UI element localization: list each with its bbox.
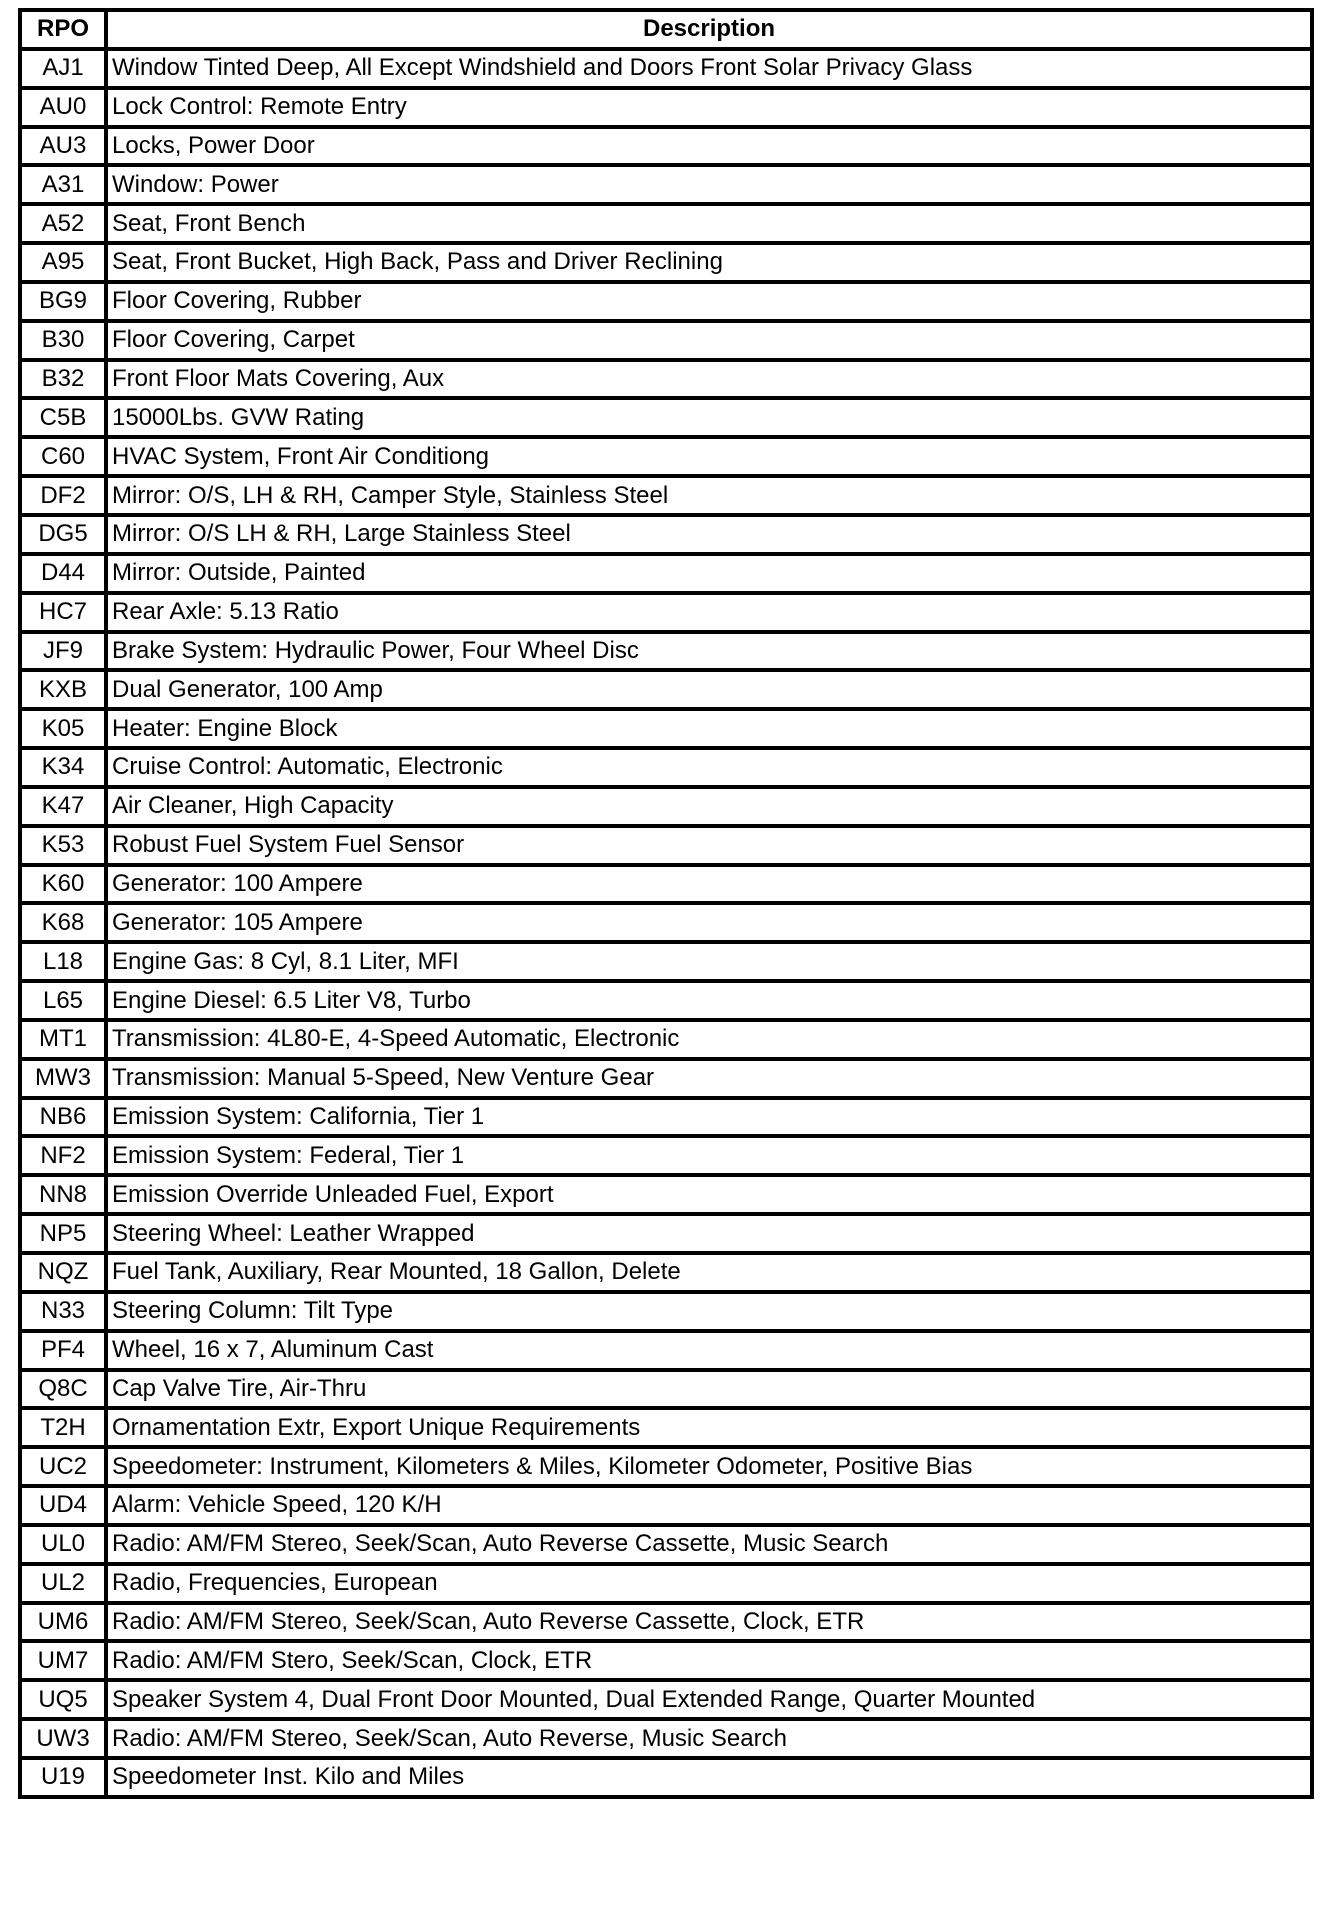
description-cell: Emission System: Federal, Tier 1	[108, 1138, 1310, 1177]
description-cell: Generator: 105 Ampere	[108, 905, 1310, 944]
rpo-code-cell: NF2	[22, 1138, 108, 1177]
table-row	[22, 206, 1310, 245]
description-cell: Engine Diesel: 6.5 Liter V8, Turbo	[108, 983, 1310, 1022]
rpo-table-container	[18, 8, 1314, 1799]
rpo-code-cell: UL2	[22, 1566, 108, 1605]
rpo-code-cell: MT1	[22, 1022, 108, 1061]
rpo-code-cell: Q8C	[22, 1372, 108, 1411]
table-row	[22, 1566, 1310, 1605]
table-row	[22, 1410, 1310, 1449]
table-row	[22, 983, 1310, 1022]
rpo-code-cell: UQ5	[22, 1682, 108, 1721]
rpo-code-cell: K47	[22, 789, 108, 828]
rpo-code-cell: K34	[22, 750, 108, 789]
table-row	[22, 400, 1310, 439]
rpo-code-cell: UC2	[22, 1449, 108, 1488]
description-cell: Speedometer Inst. Kilo and Miles	[112, 1763, 465, 1791]
rpo-code-cell: NB6	[22, 1100, 108, 1139]
table-row	[22, 1022, 1310, 1061]
table-row	[22, 478, 1310, 517]
table-row	[22, 1255, 1310, 1294]
description-cell: Robust Fuel System Fuel Sensor	[108, 828, 1310, 867]
description-cell: Radio: AM/FM Stero, Seek/Scan, Clock, ETR	[108, 1643, 1310, 1682]
table-row	[22, 1527, 1310, 1566]
table-row	[22, 1372, 1310, 1411]
description-cell: Transmission: Manual 5-Speed, New Venture Gear	[108, 1061, 1310, 1100]
table-row	[22, 1760, 1310, 1795]
table-row	[22, 1721, 1310, 1760]
rpo-code-cell: JF9	[22, 634, 108, 673]
description-cell: Radio, Frequencies, European	[108, 1566, 1310, 1605]
rpo-code-cell: BG9	[22, 284, 108, 323]
rpo-code-cell: UL0	[22, 1527, 108, 1566]
table-body	[22, 51, 1310, 1795]
table-row	[22, 1488, 1310, 1527]
table-row	[22, 1061, 1310, 1100]
description-cell: Transmission: 4L80-E, 4-Speed Automatic, Electronic	[108, 1022, 1310, 1061]
rpo-code-cell: AU3	[22, 129, 108, 168]
description-cell: Speedometer: Instrument, Kilometers & Miles, Kilometer Odometer, Positive Bias	[108, 1449, 1310, 1488]
rpo-code-cell: NP5	[22, 1216, 108, 1255]
description-cell: Mirror: Outside, Painted	[108, 556, 1310, 595]
rpo-code-cell: A95	[22, 245, 108, 284]
table-row	[22, 750, 1310, 789]
table-row	[22, 167, 1310, 206]
table-row	[22, 362, 1310, 401]
description-cell: Radio: AM/FM Stereo, Seek/Scan, Auto Reverse, Music Search	[108, 1721, 1310, 1760]
rpo-column-header: RPO	[22, 12, 108, 51]
rpo-code-cell: NN8	[22, 1177, 108, 1216]
table-row	[22, 828, 1310, 867]
table-row	[22, 1216, 1310, 1255]
table-row	[22, 1333, 1310, 1372]
rpo-code-cell: L18	[22, 944, 108, 983]
rpo-code-cell: B30	[22, 323, 108, 362]
rpo-code-cell: D44	[22, 556, 108, 595]
table-row	[22, 245, 1310, 284]
rpo-code-cell: UM6	[22, 1605, 108, 1644]
description-cell: Floor Covering, Carpet	[108, 323, 1310, 362]
table-row	[22, 90, 1310, 129]
table-row	[22, 1100, 1310, 1139]
description-cell: Floor Covering, Rubber	[108, 284, 1310, 323]
description-cell: Speaker System 4, Dual Front Door Mounted, Dual Extended Range, Quarter Mounted	[108, 1682, 1310, 1721]
description-cell: Cruise Control: Automatic, Electronic	[108, 750, 1310, 789]
table-row	[22, 1449, 1310, 1488]
description-cell: Front Floor Mats Covering, Aux	[108, 362, 1310, 401]
rpo-code-cell: K53	[22, 828, 108, 867]
rpo-code-cell: C5B	[22, 400, 108, 439]
table-row	[22, 1605, 1310, 1644]
description-cell: Cap Valve Tire, Air-Thru	[108, 1372, 1310, 1411]
table-row	[22, 867, 1310, 906]
description-cell: Emission System: California, Tier 1	[108, 1100, 1310, 1139]
description-column-header: Description	[108, 12, 1310, 51]
table-row	[22, 711, 1310, 750]
description-cell: Locks, Power Door	[108, 129, 1310, 168]
description-cell: Wheel, 16 x 7, Aluminum Cast	[108, 1333, 1310, 1372]
table-row	[22, 1294, 1310, 1333]
description-cell: Engine Gas: 8 Cyl, 8.1 Liter, MFI	[108, 944, 1310, 983]
rpo-code-cell: DG5	[22, 517, 108, 556]
rpo-code-cell: A52	[22, 206, 108, 245]
description-cell: HVAC System, Front Air Conditiong	[108, 439, 1310, 478]
rpo-code-cell: AU0	[22, 90, 108, 129]
table-row	[22, 672, 1310, 711]
table-row	[22, 1138, 1310, 1177]
description-cell: Mirror: O/S, LH & RH, Camper Style, Stainless Steel	[108, 478, 1310, 517]
table-row	[22, 51, 1310, 90]
description-cell: Lock Control: Remote Entry	[108, 90, 1310, 129]
table-row	[22, 905, 1310, 944]
rpo-code-cell: UM7	[22, 1643, 108, 1682]
description-cell: Radio: AM/FM Stereo, Seek/Scan, Auto Reverse Cassette, Clock, ETR	[108, 1605, 1310, 1644]
rpo-code-cell: U19	[22, 1760, 108, 1795]
table-row	[22, 1177, 1310, 1216]
description-cell: Heater: Engine Block	[108, 711, 1310, 750]
table-row	[22, 634, 1310, 673]
description-cell: Ornamentation Extr, Export Unique Requirements	[108, 1410, 1310, 1449]
table-row	[22, 789, 1310, 828]
rpo-code-cell: MW3	[22, 1061, 108, 1100]
rpo-code-cell: L65	[22, 983, 108, 1022]
table-row	[22, 439, 1310, 478]
description-cell: Alarm: Vehicle Speed, 120 K/H	[108, 1488, 1310, 1527]
description-cell: Emission Override Unleaded Fuel, Export	[108, 1177, 1310, 1216]
description-cell: Window Tinted Deep, All Except Windshield and Doors Front Solar Privacy Glass	[108, 51, 1310, 90]
rpo-code-cell: K60	[22, 867, 108, 906]
table-row	[22, 284, 1310, 323]
table-row	[22, 323, 1310, 362]
description-cell: Dual Generator, 100 Amp	[108, 672, 1310, 711]
table-row	[22, 595, 1310, 634]
table-header-row	[22, 12, 1310, 51]
table-row	[22, 517, 1310, 556]
description-cell: Seat, Front Bucket, High Back, Pass and Driver Reclining	[108, 245, 1310, 284]
description-cell: Mirror: O/S LH & RH, Large Stainless Steel	[108, 517, 1310, 556]
rpo-code-cell: UD4	[22, 1488, 108, 1527]
rpo-code-cell: NQZ	[22, 1255, 108, 1294]
rpo-code-cell: PF4	[22, 1333, 108, 1372]
description-cell: Air Cleaner, High Capacity	[108, 789, 1310, 828]
rpo-code-cell: T2H	[22, 1410, 108, 1449]
description-cell: Steering Wheel: Leather Wrapped	[108, 1216, 1310, 1255]
rpo-code-cell: HC7	[22, 595, 108, 634]
rpo-code-cell: K05	[22, 711, 108, 750]
rpo-code-cell: KXB	[22, 672, 108, 711]
table-row	[22, 556, 1310, 595]
rpo-code-cell: A31	[22, 167, 108, 206]
table-row	[22, 1682, 1310, 1721]
description-cell: Steering Column: Tilt Type	[108, 1294, 1310, 1333]
description-cell: Fuel Tank, Auxiliary, Rear Mounted, 18 Gallon, Delete	[108, 1255, 1310, 1294]
description-cell: Generator: 100 Ampere	[108, 867, 1310, 906]
table-row	[22, 129, 1310, 168]
description-cell: Radio: AM/FM Stereo, Seek/Scan, Auto Reverse Cassette, Music Search	[108, 1527, 1310, 1566]
rpo-code-cell: AJ1	[22, 51, 108, 90]
table-row	[22, 1643, 1310, 1682]
rpo-code-cell: C60	[22, 439, 108, 478]
rpo-code-cell: DF2	[22, 478, 108, 517]
description-cell: Seat, Front Bench	[108, 206, 1310, 245]
description-cell: 15000Lbs. GVW Rating	[108, 400, 1310, 439]
rpo-table	[18, 8, 1314, 1799]
rpo-code-cell: UW3	[22, 1721, 108, 1760]
rpo-code-cell: N33	[22, 1294, 108, 1333]
description-cell: Rear Axle: 5.13 Ratio	[108, 595, 1310, 634]
description-cell: Window: Power	[108, 167, 1310, 206]
description-cell: Brake System: Hydraulic Power, Four Wheel Disc	[108, 634, 1310, 673]
rpo-code-cell: K68	[22, 905, 108, 944]
rpo-code-cell: B32	[22, 362, 108, 401]
table-row	[22, 944, 1310, 983]
